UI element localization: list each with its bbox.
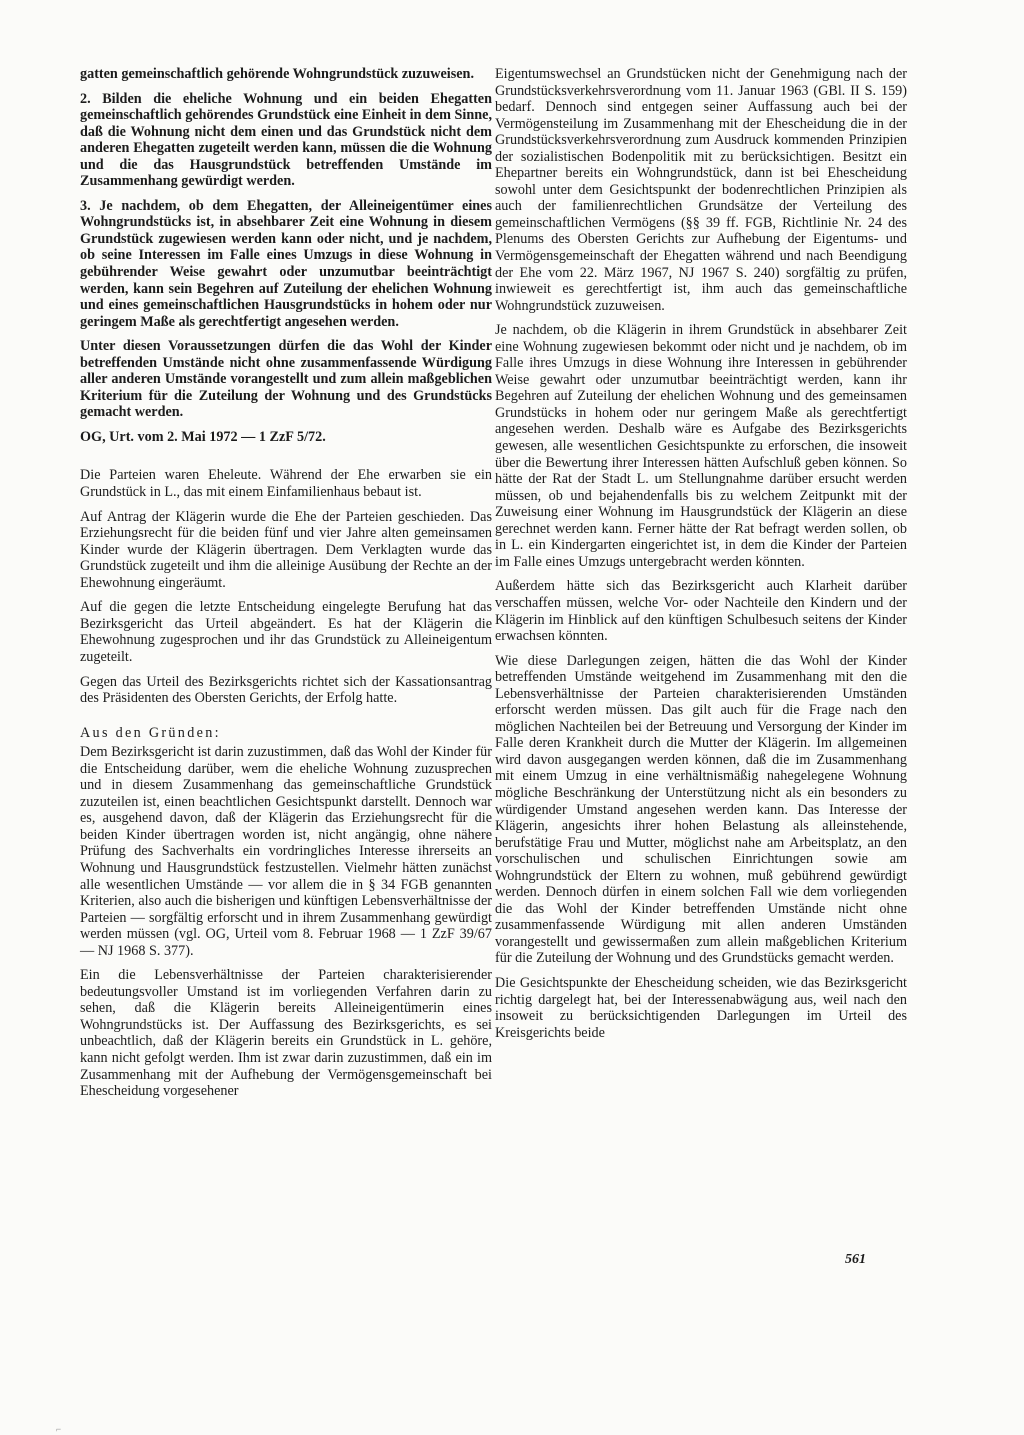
facts-paragraph-4: Gegen das Urteil des Bezirksgerichts richtet sich der Kassationsantrag des Präsidenten des Obersten Gerichts, der Erfolg hatte. [80,673,492,707]
right-paragraph-1: Eigentumswechsel an Grundstücken nicht der Genehmigung nach der Grundstücksverkehrsverordnung vom 11. Januar 1963 (GBl. II S. 159) bedarf. Dennoch sind entgegen seiner Auffassung auch bei der Vermögensteilung im Zusammenhang mit der Ehescheidung die in der Grundstücksverkehrsverordnung zum Ausdruck kommenden Prinzipien der sozialistischen Bodenpolitik mit zu berücksichtigen. Besitzt ein Ehepartner bereits ein Wohngrundstück, dann ist bei Ehescheidung sowohl unter dem Gesichtspunkt der bodenrechtlichen Prinzipien als auch der familienrechtlichen Grundsätze der Verteilung des gemeinschaftlichen Vermögens (§§ 39 ff. FGB, Richtlinie Nr. 24 des Plenums des Obersten Gerichts zur Aufhebung der Eigentums- und Vermögensgemeinschaft der Ehegatten während und nach Beendigung der Ehe vom 22. März 1967, NJ 1967 S. 240) sorgfältig zu prüfen, inwieweit es gerechtfertigt ist, ihm auch das gemeinschaftliche Wohngrundstück zuzuweisen. [495,66,907,314]
right-paragraph-4: Wie diese Darlegungen zeigen, hätten die das Wohl der Kinder betreffenden Umstände weitgehend im Zusammenhang mit den die Lebensverhältnisse der Parteien charakterisierenden Umständen erforscht werden müssen. Das gilt auch für die Frage nach den möglichen Nachteilen bei der Betreuung und Versorgung der Kinder im Falle deren Krankheit durch die Mutter der Klägerin. Im allgemeinen wird davon ausgegangen werden können, daß die im Zusammenhang mit einem Umzug in eine verhältnismäßig nahegelegene Wohnung mögliche Beschränkung der Unterstützung nicht als ein besonders zu würdigender Umstand angesehen werden kann. Das Interesse der Klägerin, angesichts ihrer hohen Belastung als alleinstehende, berufstätige Frau und Mutter, möglichst nahe am Arbeitsplatz, an den vorschulischen und schulischen Einrichtungen sowie am Wohngrundstück der Eltern zu wohnen, muß gebührend gewürdigt werden. Dennoch dürfen in einem solchen Fall wie dem vorliegenden die das Wohl der Kinder betreffenden Umstände nicht ohne zusammenfassende Würdigung mit allen anderen Umständen vorangestellt und gewissermaßen zum allein maßgeblichen Kriterium für die Zuteilung der Wohnung und des Grundstücks gemacht werden. [495,652,907,967]
headnote-point-3: 3. Je nachdem, ob dem Ehegatten, der Alleineigentümer eines Wohngrundstücks ist, in absehbarer Zeit eine Wohnung in diesem Grundstück zugewiesen werden kann oder nicht, und je nachdem, ob seine Interessen im Falle eines Umzugs in diese Wohnung in gebührender Weise gewahrt oder unzumutbar beeinträchtigt werden, kann sein Begehren auf Zuteilung der ehelichen Wohnung und eines gemeinschaftlichen Hausgrundstücks in hohem oder nur geringem Maße als gerechtfertigt angesehen werden. [80,197,492,330]
headnote-point-2: 2. Bilden die eheliche Wohnung und ein beiden Ehegatten gemeinschaftlich gehörendes Grundstück eine Einheit in dem Sinne, daß die Wohnung nicht dem einen und das Grundstück nicht dem anderen Ehegatten zugeteilt werden kann, müssen die die Wohnung und die das Hausgrundstück betreffenden Umstände im Zusammenhang gewürdigt werden. [80,90,492,190]
right-paragraph-2: Je nachdem, ob die Klägerin in ihrem Grundstück in absehbarer Zeit eine Wohnung zugewiesen bekommt oder nicht und je nachdem, ob im Falle ihres Umzugs in diese Wohnung ihre Interessen in gebührender Weise gewahrt oder unzumutbar beeinträchtigt werden, kann ihr Begehren auf Zuteilung der ehelichen Wohnung und des gemeinsamen Grundstücks in hohem oder nur geringem Maße als gerechtfertigt angesehen werden. Deshalb wäre es Aufgabe des Bezirksgerichts gewesen, alle wesentlichen Gesichtspunkte zu erforschen, die insoweit über die Bewertung ihrer Interessen hätten Aufschluß geben können. So hätte der Rat der Stadt L. um Stellungnahme darüber ersucht werden müssen, ob und bejahendenfalls bis zu welchem Zeitpunkt mit der Zuweisung einer Wohnung im Hausgrundstück der Klägerin an diese gerechnet werden kann. Ferner hätte der Rat befragt werden sollen, ob in L. ein Kindergarten eingerichtet ist, in dem die Kinder der Parteien im Falle eines Umzugs untergebracht werden könnten. [495,322,907,570]
facts-paragraph-1: Die Parteien waren Eheleute. Während der Ehe erwarben sie ein Grundstück in L., das mit einem Einfamilienhaus bebaut ist. [80,467,492,501]
page-number: 561 [845,1252,866,1267]
headnote-continuation: gatten gemeinschaftlich gehörende Wohngrundstück zuzuweisen. [80,66,474,82]
right-paragraph-5: Die Gesichtspunkte der Ehescheidung scheiden, wie das Bezirksgericht richtig dargelegt hat, bei der Interessenabwägung aus, weil nach den insoweit zu berücksichtigenden Darlegungen im Urteil des Kreisgerichts beide [495,974,907,1041]
margin-mark: ⌐ [56,1424,62,1434]
reasons-paragraph-2: Ein die Lebensverhältnisse der Parteien charakterisierender bedeutungsvoller Umstand ist im vorliegenden Verfahren darin zu sehen, daß die Klägerin bereits Alleineigentümerin eines Wohngrundstücks ist. Der Auffassung des Bezirksgerichts, es sei unbeachtlich, daß der Klägerin bereits ein Grundstück in L. gehöre, kann nicht gefolgt werden. Ihm ist zwar darin zuzustimmen, daß ein im Zusammenhang mit der Aufhebung der Vermögensgemeinschaft bei Ehescheidung vorgesehener [80,967,492,1100]
facts-paragraph-3: Auf die gegen die letzte Entscheidung eingelegte Berufung hat das Bezirksgericht das Urteil abgeändert. Es hat der Klägerin die Ehewohnung zugesprochen und ihr das Grundstück zu Alleineigentum zugeteilt. [80,599,492,665]
reasons-paragraph-1: Dem Bezirksgericht ist darin zuzustimmen, daß das Wohl der Kinder für die Entscheidung darüber, wem die eheliche Wohnung zuzusprechen und in diesem Zusammenhang das gemeinschaftliche Grundstück zuzuteilen ist, einen beachtlichen Gesichtspunkt darstellt. Dennoch war es, ausgehend davon, daß der Klägerin das Erziehungsrecht für die beiden Kinder übertragen worden ist, nicht angängig, ohne nähere Prüfung des Sachverhalts ein vordringliches Interesse ihrerseits an Wohnung und Hausgrundstück festzustellen. Vielmehr hätten zunächst alle wesentlichen Umstände — vor allem die in § 34 FGB genannten Kriterien, also auch die bisherigen und künftigen Lebensverhältnisse der Parteien — sorgfältig erforscht und in ihrem Zusammenhang gewürdigt werden müssen (vgl. OG, Urteil vom 8. Februar 1968 — 1 ZzF 39/67 — NJ 1968 S. 377). [80,744,492,959]
case-citation: OG, Urt. vom 2. Mai 1972 — 1 ZzF 5/72. [80,428,326,445]
reasons-heading: Aus den Gründen: [80,724,221,741]
right-paragraph-3: Außerdem hätte sich das Bezirksgericht auch Klarheit darüber verschaffen müssen, welche Vor- oder Nachteile den Kindern und der Klägerin im Hinblick auf den künftigen Schulbesuch seitens der Kinder erwachsen könnten. [495,578,907,645]
right-column [495,66,907,1049]
left-column [80,66,492,1108]
facts-paragraph-2: Auf Antrag der Klägerin wurde die Ehe der Parteien geschieden. Das Erziehungsrecht für die beiden fünf und vier Jahre alten gemeinsamen Kinder wurde der Klägerin übertragen. Dem Verklagten wurde das Grundstück zugeteilt und ihm die alleinige Ausübung der Rechte an der Ehewohnung eingeräumt. [80,508,492,591]
headnote-conclusion: Unter diesen Voraussetzungen dürfen die das Wohl der Kinder betreffenden Umstände nicht ohne zusammenfassende Würdigung aller anderen Umstände vorangestellt und zum allein maßgeblichen Kriterium für die Zuteilung der Wohnung und des Grundstücks gemacht werden. [80,338,492,421]
